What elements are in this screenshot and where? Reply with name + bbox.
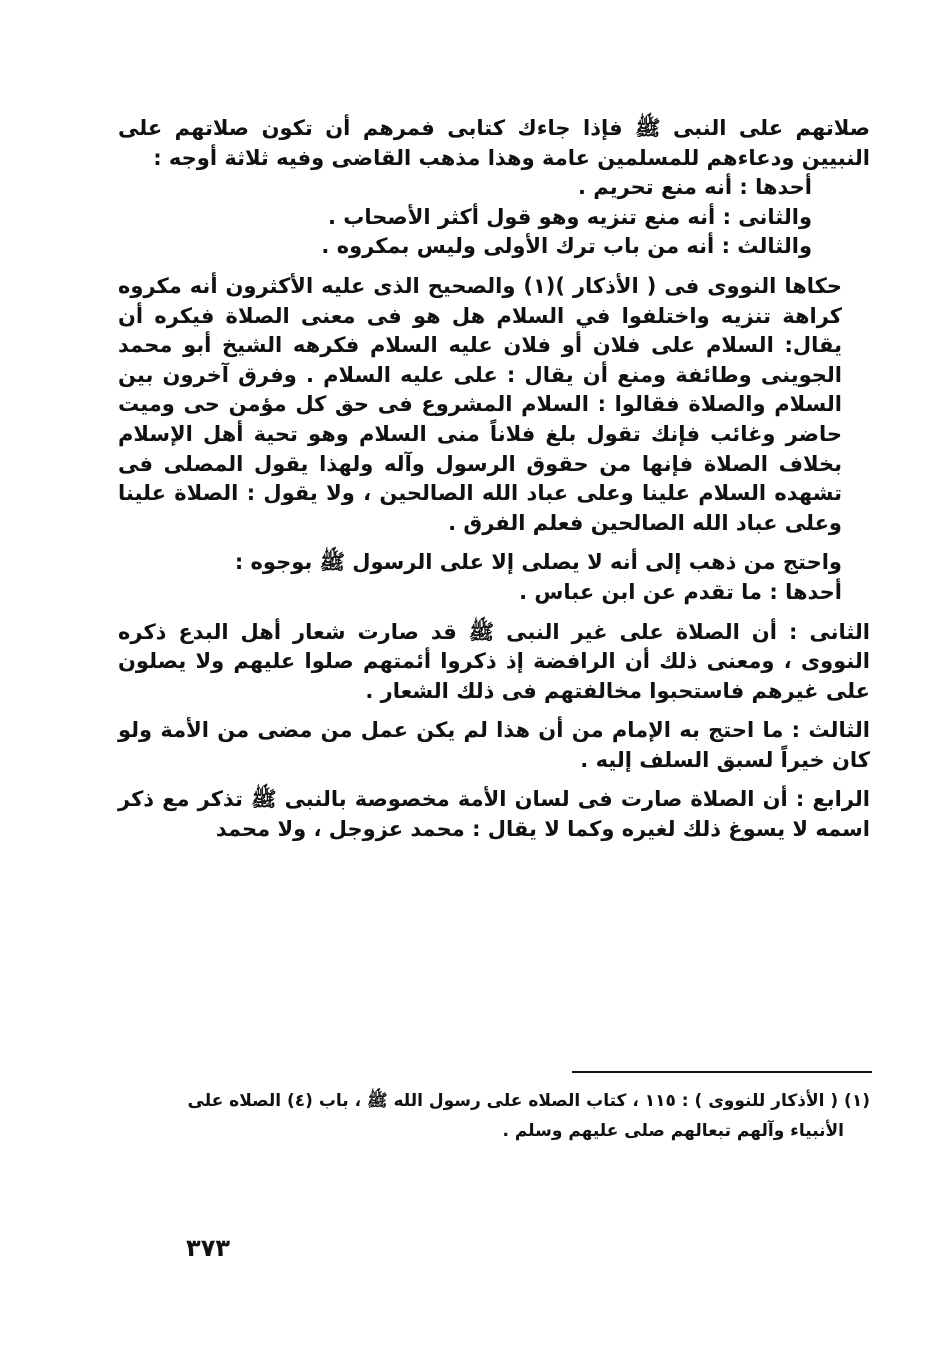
paragraph-nawawi: حكاها النووى فى ( الأذكار )(١) والصحيح الذى عليه الأكثرون أنه مكروه كراهة تنزيه واختلفوا في السلام هل هو فى معنى الصلاة فيكره أن يقال: السلام على فلان أو فلان عليه السلام فكرهه الشيخ أبو محمد الجوينى وطائفة ومنع أن يقال : على عليه السلام . وفرق آخرون بين السلام والصلاة فقالوا : السلام المشروع فى حق كل مؤمن حى وميت حاضر وغائب فإنك تقول بلغ فلاناً منى السلام وهو تحية أهل الإسلام بخلاف الصلاة فإنها من حقوق الرسول وآله ولهذا يقول المصلى فى تشهده السلام علينا وعلى عباد الله الصالحين ، ولا يقول : الصلاة علينا وعلى عباد الله الصالحين فعلم الفرق . — [118, 273, 842, 535]
main-text — [118, 114, 870, 845]
paragraph-argument-third: الثالث : ما احتج به الإمام من أن هذا لم يكن عمل من مضى من الأمة ولو كان خيراً لسبق السلف إليه . — [118, 718, 870, 772]
footnote — [130, 1086, 870, 1146]
footnote-divider — [572, 1071, 872, 1073]
paragraph-argument-second: الثانى : أن الصلاة على غير النبى ﷺ قد صارت شعار أهل البدع ذكره النووى ، ومعنى ذلك أن الرافضة إذ ذكروا أئمتهم صلوا عليهم ولا يصلون على غيرهم فاستحبوا مخالفتهم فى ذلك الشعار . — [118, 619, 870, 703]
footnote-line-1: (١) ( الأذكار للنووى ) : ١١٥ ، كتاب الصلاه على رسول الله ﷺ ، باب (٤) الصلاه على — [187, 1091, 870, 1111]
paragraph-first-view: أحدها : أنه منع تحريم . — [577, 175, 812, 200]
paragraph-second-view: والثانى : أنه منع تنزيه وهو قول أكثر الأصحاب . — [328, 204, 812, 229]
footnote-line-2: الأنبياء وآلهم تبعالهم صلى عليهم وسلم . — [502, 1121, 844, 1141]
paragraph-argument-intro: واحتج من ذهب إلى أنه لا يصلى إلا على الرسول ﷺ بوجوه : — [234, 550, 842, 575]
paragraph-third-view: والثالث : أنه من باب ترك الأولى وليس بمكروه . — [321, 234, 812, 259]
paragraph-intro: صلاتهم على النبى ﷺ فإذا جاءك كتابى فمرهم أن تكون صلاتهم على النبيين ودعاءهم للمسلمين عامة وهذا مذهب القاضى وفيه ثلاثة أوجه : — [118, 116, 870, 170]
page-number: ٣٧٣ — [186, 1234, 230, 1262]
paragraph-argument-fourth: الرابع : أن الصلاة صارت فى لسان الأمة مخصوصة بالنبى ﷺ تذكر مع ذكر اسمه لا يسوغ ذلك لغيره وكما لا يقال : محمد عزوجل ، ولا محمد — [118, 787, 870, 842]
paragraph-argument-first: أحدها : ما تقدم عن ابن عباس . — [519, 579, 842, 604]
